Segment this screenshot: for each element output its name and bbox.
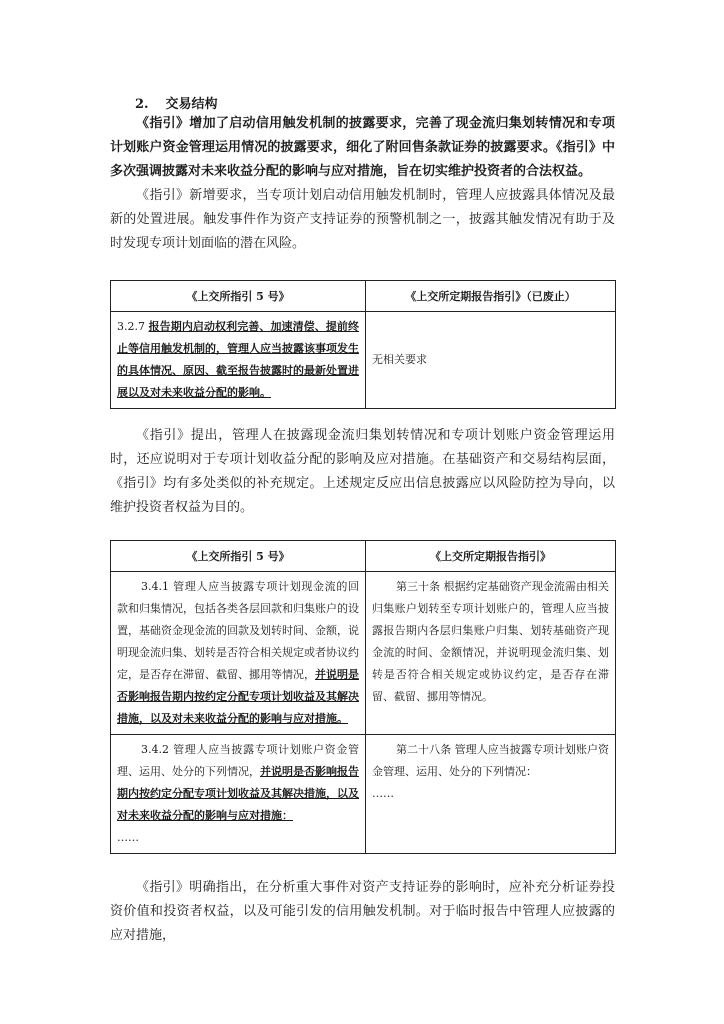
clause-emphasis: 并说明是否影响报告期内按约定分配专项计划收益及其解决措施，以及对未来收益分配的影响与应对措施： xyxy=(117,765,359,822)
table-cell-right xyxy=(366,735,616,854)
event-paragraph: 《指引》明确指出，在分析重大事件对资产支持证券的影响时，应补充分析证券投资价值和投资者权益，以及可能引发的信用触发机制。对于临时报告中管理人应披露的应对措施， xyxy=(110,880,615,943)
comparison-table-cashflow xyxy=(110,540,616,854)
ellipsis: …… xyxy=(372,787,394,800)
table-cell-left xyxy=(111,735,366,854)
section-number: 2. xyxy=(135,97,149,112)
clause-text: 3.4.2 管理人应当披露专项计划账户资金管理、运用、处分的下列情况， xyxy=(117,743,359,778)
table-cell-left xyxy=(111,312,366,409)
table-header-row xyxy=(111,541,616,572)
clause-text: 3.4.1 管理人应当披露专项计划现金流的回款和归集情况，包括各类各层回款和归集账户的设置，基础资金现金流的回款及划转时间、金额，说明现金流归集、划转是否符合相关规定或者协议约定，是否存在滞留、截留、挪用等情况， xyxy=(117,580,359,681)
table-cell-right: 第三十条 根据约定基础资产现金流需由相关归集账户划转至专项计划账户的，管理人应当披露报告期内各层归集账户归集、划转基础资产现金流的时间、金额情况，并说明现金流归集、划转是否符合相关规定或协议约定，是否存在滞留、截留、挪用等情况。 xyxy=(366,572,616,735)
table-row xyxy=(111,572,616,735)
clause-number: 3.2.7 xyxy=(117,320,149,333)
section-heading xyxy=(135,93,218,112)
table-header-right: 《上交所定期报告指引》（已废止） xyxy=(366,281,616,312)
table-header-left: 《上交所指引 5 号》 xyxy=(111,281,366,312)
table-cell-left xyxy=(111,572,366,735)
summary-paragraph: 《指引》增加了启动信用触发机制的披露要求，完善了现金流归集划转情况和专项计划账户资金管理运用情况的披露要求，细化了附回售条款证券的披露要求。《指引》中多次强调披露对未来收益分配的影响与应对措施，旨在切实维护投资者的合法权益。 xyxy=(110,116,615,179)
section-title: 交易结构 xyxy=(165,97,218,112)
ellipsis: …… xyxy=(117,831,139,844)
clause-emphasis: 并说明是否影响报告期内按约定分配专项计划收益及其解决措施，以及对未来收益分配的影响与应对措施。 xyxy=(117,668,359,725)
table-row xyxy=(111,312,616,409)
table-header-row xyxy=(111,281,616,312)
clause-text: 第二十八条 管理人应当披露专项计划账户资金管理、运用、处分的下列情况： xyxy=(372,743,609,778)
clause-emphasis: 报告期内启动权利完善、加速清偿、提前终止等信用触发机制的，管理人应当披露该事项发生的具体情况、原因、截至报告披露时的最新处置进展以及对未来收益分配的影响。 xyxy=(117,320,359,399)
table-header-left: 《上交所指引 5 号》 xyxy=(111,541,366,572)
trigger-paragraph: 《指引》新增要求，当专项计划启动信用触发机制时，管理人应披露具体情况及最新的处置进展。触发事件作为资产支持证券的预警机制之一，披露其触发情况有助于及时发现专项计划面临的潜在风险。 xyxy=(110,188,615,251)
table-cell-right: 无相关要求 xyxy=(366,312,616,409)
comparison-table-trigger xyxy=(110,280,616,409)
table-row xyxy=(111,735,616,854)
cashflow-paragraph: 《指引》提出，管理人在披露现金流归集划转情况和专项计划账户资金管理运用时，还应说明对于专项计划收益分配的影响及应对措施。在基础资产和交易结构层面，《指引》均有多处类似的补充规定。上述规定反应出信息披露应以风险防控为导向，以维护投资者权益为目的。 xyxy=(110,428,615,515)
table-header-right: 《上交所定期报告指引》 xyxy=(366,541,616,572)
